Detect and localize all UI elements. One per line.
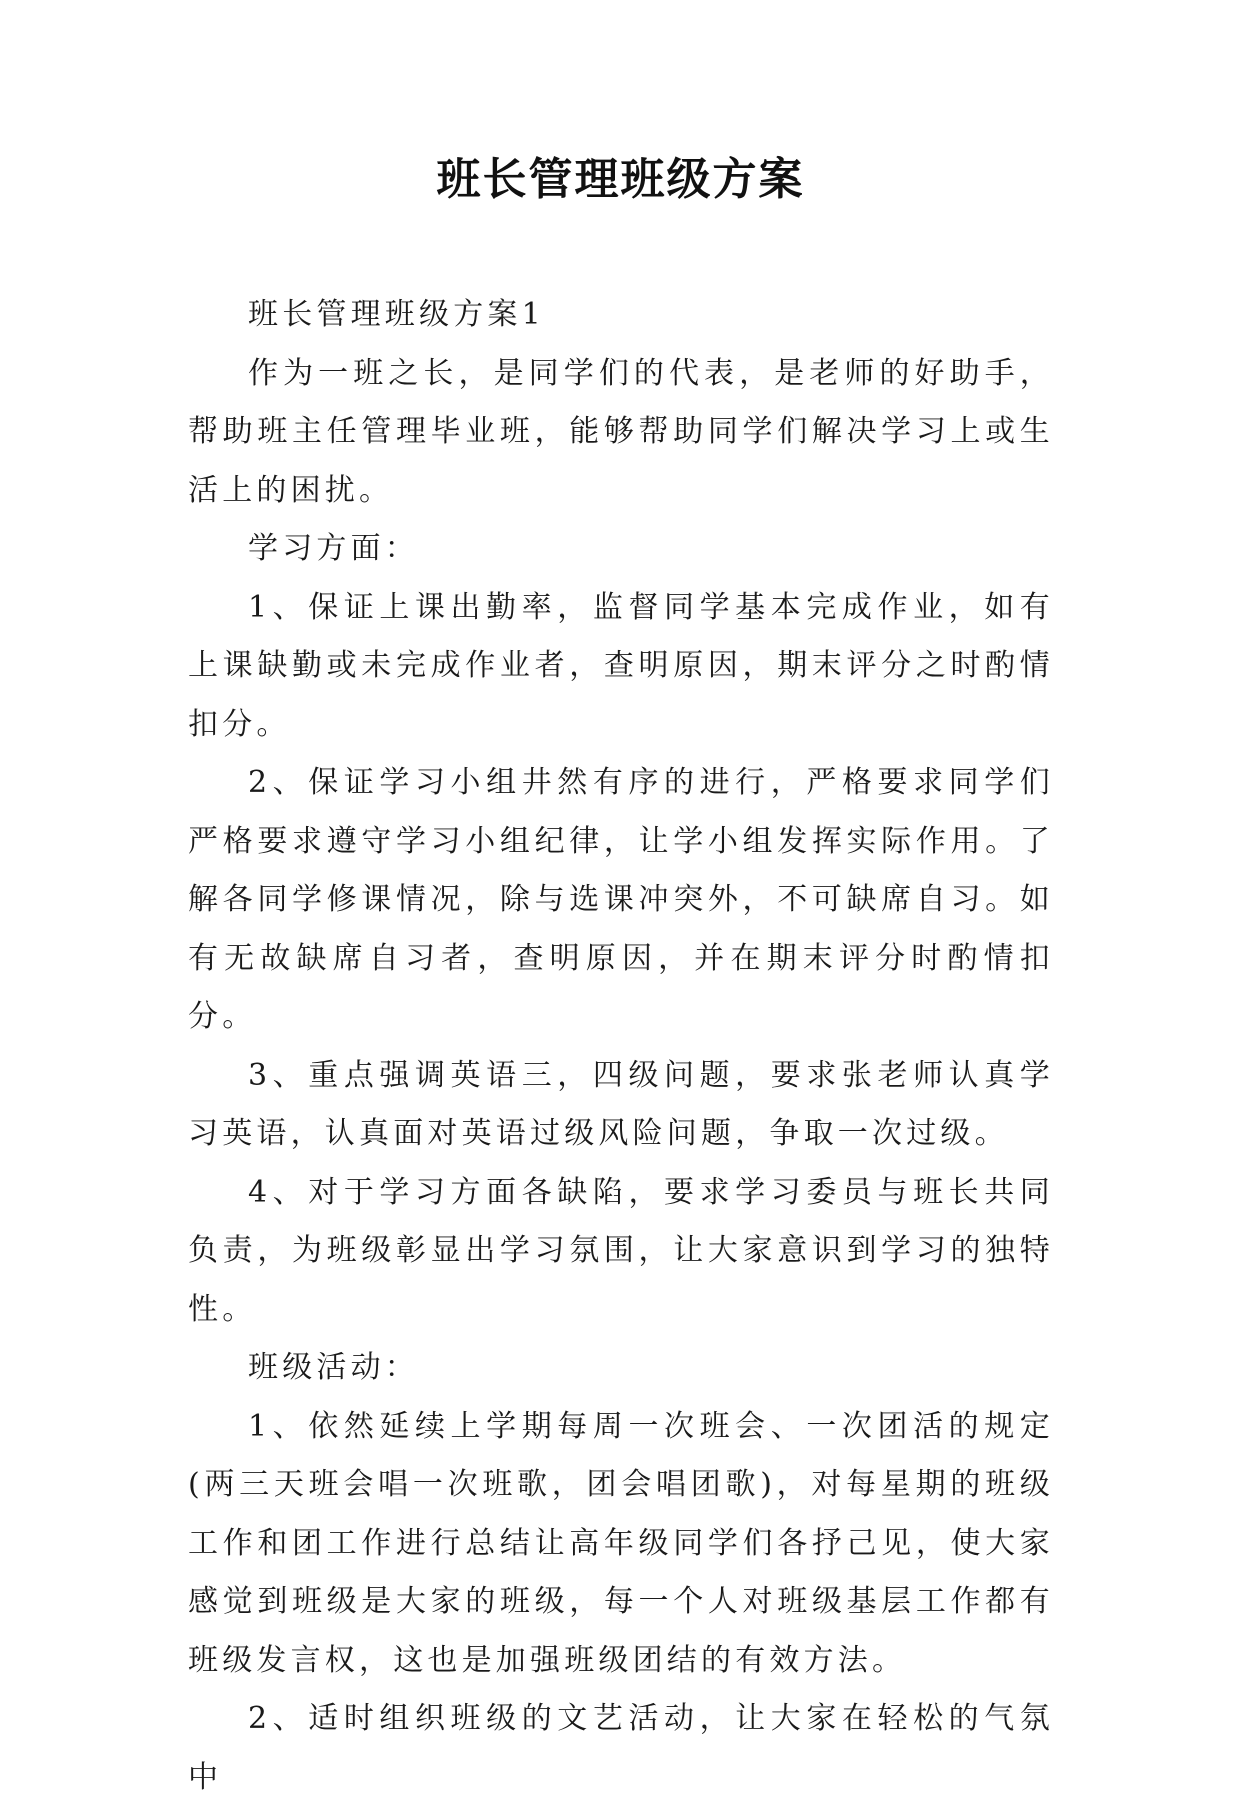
paragraph-study-2: 2、保证学习小组井然有序的进行，严格要求同学们严格要求遵守学习小组纪律，让学小组发挥实际作用。了解各同学修课情况，除与选课冲突外，不可缺席自习。如有无故缺席自习者，查明原因，并在期末评分时酌情扣分。 [188, 765, 1054, 1034]
section-heading-activities: 班级活动： [248, 1350, 419, 1385]
paragraph-activities-2: 2、适时组织班级的文艺活动，让大家在轻松的气氛中 [188, 1701, 1054, 1795]
paragraph-study-1: 1、保证上课出勤率，监督同学基本完成作业，如有上课缺勤或未完成作业者，查明原因，期末评分之时酌情扣分。 [188, 589, 1054, 742]
paragraph-intro: 作为一班之长，是同学们的代表，是老师的好助手，帮助班主任管理毕业班，能够帮助同学们解决学习上或生活上的困扰。 [188, 355, 1054, 508]
paragraph-study-4: 4、对于学习方面各缺陷，要求学习委员与班长共同负责，为班级彰显出学习氛围，让大家意识到学习的独特性。 [188, 1174, 1054, 1327]
document-body [188, 286, 1054, 1807]
section-heading-study: 学习方面： [248, 531, 419, 566]
paragraph-heading: 班长管理班级方案1 [248, 297, 545, 332]
document-title: 班长管理班级方案 [436, 154, 805, 205]
paragraph-activities-1: 1、依然延续上学期每周一次班会、一次团活的规定(两三天班会唱一次班歌，团会唱团歌)，对每星期的班级工作和团工作进行总结让高年级同学们各抒己见，使大家感觉到班级是大家的班级，每一个人对班级基层工作都有班级发言权，这也是加强班级团结的有效方法。 [188, 1408, 1054, 1678]
paragraph-study-3: 3、重点强调英语三，四级问题，要求张老师认真学习英语，认真面对英语过级风险问题，争取一次过级。 [188, 1057, 1054, 1151]
